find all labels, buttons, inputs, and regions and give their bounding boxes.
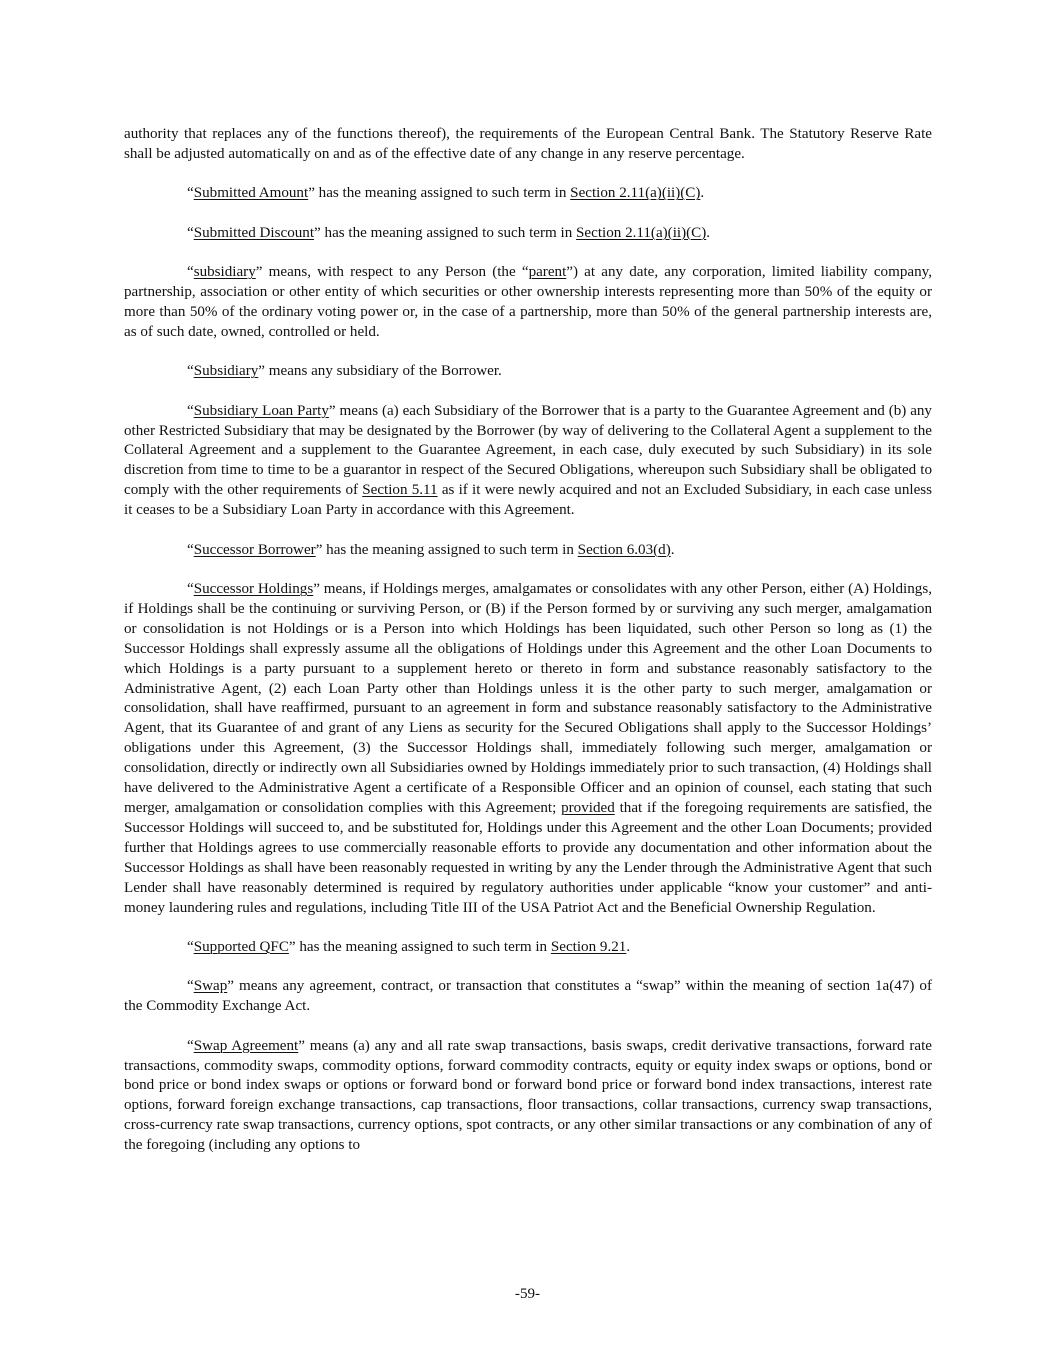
- definition-paragraph-submitted-amount: [124, 184, 932, 204]
- paragraph-text: that if the foregoing requirements are satisfied, the Successor Holdings will succeed to, and be substituted for, Holdings under this Agreement and the other Loan Documents; provided further that Holdings agrees to use commercially reasonable efforts to provide any documentation and other information about the Successor Holdings as shall have been reasonably requested in writing by any the Lender through the Administrative Agent that such Lender shall have reasonably determined is required by regulatory authorities under applicable “know your customer” and anti-money laundering rules and regulations, including Title III of the USA Patriot Act and the Beneficial Ownership Regulation.: [124, 799, 932, 916]
- definition-paragraph-subsidiary-lower: [124, 263, 932, 343]
- definition-paragraph-statutory-reserve-tail: [124, 125, 932, 165]
- underlined-term: Section 6.03(d): [577, 541, 671, 558]
- paragraph-text: .: [706, 224, 711, 241]
- paragraph-text: “: [187, 402, 194, 419]
- definitions-body: [124, 125, 932, 1156]
- paragraph-text: “: [187, 185, 194, 202]
- definition-paragraph-swap-agreement: [124, 1037, 932, 1156]
- paragraph-text: ” has the meaning assigned to such term in: [314, 224, 577, 241]
- underlined-term: Section 2.11(a)(ii)(C): [576, 224, 707, 241]
- paragraph-text: ” means (a) any and all rate swap transactions, basis swaps, credit derivative transactions, forward rate transactions, commodity swaps, commodity options, forward commodity contracts, equity or equity index swaps or options, bond or bond price or bond index swaps or options or forward bond or forward bond price or forward bond index transactions, interest rate options, forward foreign exchange transactions, cap transactions, floor transactions, collar transactions, currency swap transactions, cross-currency rate swap transactions, currency options, spot contracts, or any other similar transactions or any combination of any of the foregoing (including any options to: [124, 1037, 932, 1154]
- paragraph-text: “: [187, 938, 194, 955]
- underlined-term: subsidiary: [193, 264, 256, 281]
- underlined-term: Supported QFC: [193, 938, 289, 955]
- underlined-term: parent: [528, 264, 567, 281]
- document-page: [124, 125, 932, 1176]
- paragraph-text: as if it were newly acquired and not an Excluded Subsidiary, in each case unless it ceases to be a Subsidiary Loan Party in accordance with this Agreement.: [124, 482, 933, 519]
- paragraph-text: ” means any agreement, contract, or transaction that constitutes a “swap” within the meaning of section 1a(47) of the Commodity Exchange Act.: [124, 978, 932, 1015]
- paragraph-text: ” means, if Holdings merges, amalgamates or consolidates with any other Person, either (A) Holdings, if Holdings shall be the continuing or surviving Person, or (B) if the Person formed by or surviving any such merger, amalgamation or consolidation is not Holdings or is a Person into which Holdings has been liquidated, such other Person so long as (1) the Successor Holdings shall expressly assume all the obligations of Holdings under this Agreement and the other Loan Documents to which Holdings is a party pursuant to a supplement hereto or thereto in form and substance reasonably satisfactory to the Administrative Agent, (2) each Loan Party other than Holdings unless it is the other party to such merger, amalgamation or consolidation, shall have reaffirmed, pursuant to an agreement in form and substance reasonably satisfactory to the Administrative Agent, that its Guarantee of and grant of any Liens as security for the Secured Obligations shall apply to the Successor Holdings’ obligations under this Agreement, (3) the Successor Holdings shall, immediately following such merger, amalgamation or consolidation, directly or indirectly own all Subsidiaries owned by Holdings immediately prior to such transaction, (4) Holdings shall have delivered to the Administrative Agent a certificate of a Responsible Officer and an opinion of counsel, each stating that such merger, amalgamation or consolidation complies with this Agreement;: [124, 581, 932, 816]
- definition-paragraph-supported-qfc: [124, 938, 932, 958]
- paragraph-text: “: [187, 541, 194, 558]
- underlined-term: Subsidiary Loan Party: [193, 402, 329, 419]
- paragraph-text: ” means (a) each Subsidiary of the Borrower that is a party to the Guarantee Agreement and (b) any other Restricted Subsidiary that may be designated by the Borrower (by way of delivering to the Collateral Agent a supplement to the Collateral Agreement and a supplement to the Guarantee Agreement, in each case, duly executed by such Subsidiary) in its sole discretion from time to time to be a guarantor in respect of the Secured Obligations, whereupon such Subsidiary shall be obligated to comply with the other requirements of: [124, 402, 932, 499]
- underlined-term: Swap: [193, 978, 228, 995]
- underlined-term: Section 2.11(a)(ii)(C): [570, 185, 701, 202]
- underlined-term: Section 9.21: [550, 938, 627, 955]
- underlined-term: Section 5.11: [362, 482, 438, 499]
- paragraph-text: authority that replaces any of the functions thereof), the requirements of the European Central Bank. The Statutory Reserve Rate shall be adjusted automatically on and as of the effective date of any change in any reserve percentage.: [124, 126, 932, 162]
- definition-paragraph-subsidiary-upper: [124, 362, 932, 382]
- underlined-term: Successor Holdings: [193, 581, 314, 597]
- paragraph-text: ” means any subsidiary of the Borrower.: [258, 363, 502, 380]
- definition-paragraph-subsidiary-loan-party: [124, 402, 932, 521]
- paragraph-text: “: [187, 363, 194, 380]
- paragraph-text: .: [626, 938, 631, 955]
- underlined-term: Successor Borrower: [193, 541, 316, 558]
- paragraph-text: ”) at any date, any corporation, limited liability company, partnership, association or other entity of which securities or other ownership interests representing more than 50% of the equity or more than 50% of the ordinary voting power or, in the case of a partnership, more than 50% of the general partnership interests are, as of such date, owned, controlled or held.: [124, 264, 932, 340]
- underlined-term: provided: [561, 799, 615, 816]
- paragraph-text: ” has the meaning assigned to such term in: [288, 938, 551, 955]
- paragraph-text: “: [187, 264, 194, 281]
- paragraph-text: “: [187, 581, 194, 597]
- paragraph-text: .: [700, 185, 705, 202]
- paragraph-text: “: [187, 224, 194, 241]
- underlined-term: Swap Agreement: [193, 1037, 299, 1054]
- paragraph-text: .: [670, 541, 675, 558]
- definition-paragraph-successor-holdings: [124, 580, 932, 918]
- page-number: -59-: [514, 1286, 541, 1302]
- paragraph-text: “: [187, 1037, 194, 1054]
- underlined-term: Submitted Discount: [193, 224, 315, 241]
- paragraph-text: ” means, with respect to any Person (the “: [255, 264, 529, 281]
- definition-paragraph-submitted-discount: [124, 224, 932, 244]
- paragraph-text: “: [187, 978, 194, 995]
- paragraph-text: ” has the meaning assigned to such term in: [315, 541, 578, 558]
- underlined-term: Submitted Amount: [193, 185, 309, 202]
- underlined-term: Subsidiary: [193, 363, 259, 380]
- definition-paragraph-swap: [124, 977, 932, 1017]
- definition-paragraph-successor-borrower: [124, 541, 932, 561]
- paragraph-text: ” has the meaning assigned to such term in: [308, 185, 571, 202]
